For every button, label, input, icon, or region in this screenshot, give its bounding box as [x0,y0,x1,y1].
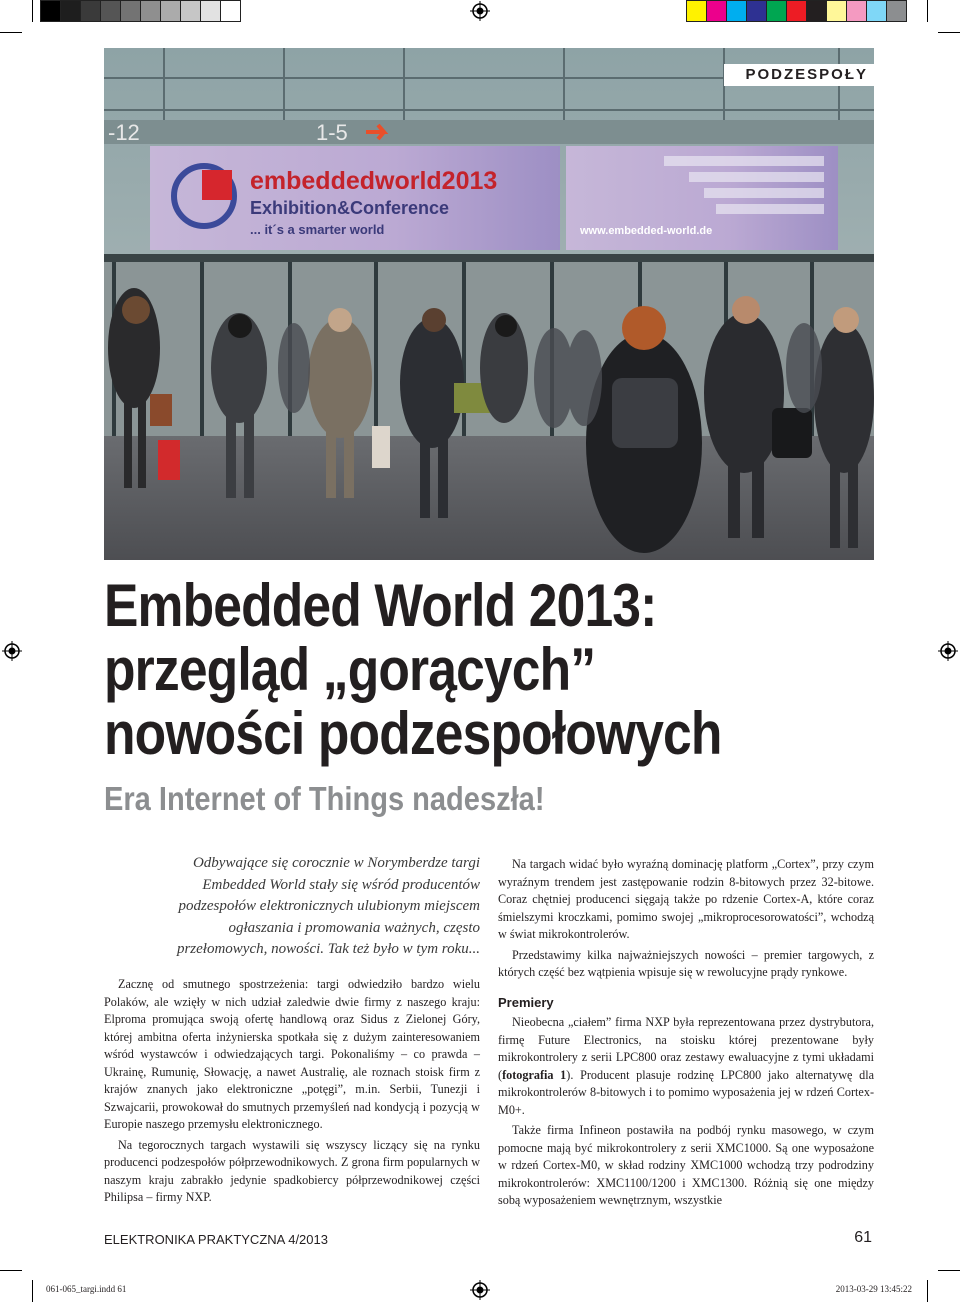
color-swatch [786,0,807,22]
color-swatch [220,0,241,22]
color-swatch [846,0,867,22]
color-swatch [120,0,141,22]
crop-mark [938,32,960,33]
lead-line: Embedded World stały się wśród producentów [202,876,480,893]
banner-url: www.embedded-world.de [580,225,713,237]
color-swatch [766,0,787,22]
color-swatch [806,0,827,22]
article-subtitle: Era Internet of Things nadeszła! [104,780,545,817]
crop-mark [0,32,22,33]
crop-mark [938,1270,960,1271]
color-swatch [180,0,201,22]
crop-mark [927,1280,928,1302]
sign-left-text: -12 [108,120,140,145]
paragraph: Przedstawimy kilka najważniejszych nowości – premier targowych, z których część bez wątpienia wpisuje się w rewolucyjne prądy rynkowe. [498,947,874,979]
color-swatch [40,0,61,22]
banner-subtitle: Exhibition&Conference [250,198,450,218]
trade-fair-photo [104,48,874,560]
page-number: 61 [854,1229,872,1246]
slug-filename: 061-065_targi.indd 61 [46,1284,127,1294]
crop-mark [32,1280,33,1302]
section-label: PODZESPOŁY [724,64,874,86]
lead-line: przełomowych, nowości. Tak też było w tym roku... [176,941,480,958]
color-swatch [60,0,81,22]
sign-right-text: 1-5 [316,120,348,145]
figure-reference: fotografia 1 [502,1067,567,1082]
title-line: nowości podzespołowych [104,700,722,767]
title-line: Embedded World 2013: [104,572,657,639]
color-swatch [80,0,101,22]
color-swatch [706,0,727,22]
color-swatch [886,0,907,22]
registration-mark-icon [938,641,958,661]
section-heading: Premiery [498,994,554,1010]
paragraph: Na tegorocznych targach wystawili się wszyscy liczący się na rynku producenci podzespołów półprzewodnikowych. Z grona firm popularnych w naszym kraju zabrakło jedynie spadkobiercy półprzewodnikowej części Philipsa – firmy NXP. [104,1137,480,1204]
paragraph: Na targach widać było wyraźną dominację platform „Cortex”, przy czym wyraźnym trendem jest zastępowanie rodzin 8-bitowych przez 32-bitowe. Coraz chętniej producenci sięgają także po rdzenie Cortex-A, które coraz śmielszymi kroczkami, pomimo swojej „mikroprocesorowatości”, wchodzą w świat mikrokontrolerów. [498,857,874,941]
crop-mark [0,1270,22,1271]
paragraph: Także firma Infineon postawiła na podbój rynku masowego, w czym pomocne mają być mikrokontrolery z serii XMC1000. Są one wyposażone w rdzeń Cortex-M0, w skład rodziny XMC1000 wchodzą trzy podrodziny mikrokontrolerów: XMC1100/1200 i XMC1300. Różnią się one między sobą wyposażeniem wewnętrznym, wszystkie [498,1123,874,1207]
grayscale-swatch-bar [40,0,240,24]
color-swatch [826,0,847,22]
magazine-footer: ELEKTRONIKA PRAKTYCZNA 4/2013 [104,1232,328,1247]
color-swatch [726,0,747,22]
color-swatch [160,0,181,22]
lead-line: Odbywające się corocznie w Norymberdze targi [192,855,480,871]
banner-brand: embeddedworld2013 [250,167,498,195]
registration-mark-icon [2,641,22,661]
article-lead [104,853,480,961]
paragraph [498,1014,874,1119]
text-run: Nieobecna „ciałem” firma NXP była reprezentowana przez dystrybutora, firmę Future Electronics, na stoisku której prezentowane były mikrokontrolery z serii LPC800 oraz zestawy ewaluacyjne z tymi układami ( [498,1015,874,1082]
color-swatch [100,0,121,22]
text-run: ). Producent plasuje rodzinę LPC800 jako alternatywę dla mikrokontrolerów 8-bitowych i to pomimo wyposażenia jej w rdzeń Cortex-M0+. [498,1067,874,1117]
text-column-left [104,976,480,1210]
color-swatch [746,0,767,22]
color-swatch [866,0,887,22]
lead-line: podzespołów elektronicznych ulubionym miejscem [178,898,480,915]
slug-timestamp: 2013-03-29 13:45:22 [835,1284,912,1294]
text-column-right [498,856,874,1213]
banner-tagline: ... it´s a smarter world [250,222,385,237]
color-swatch-bar [686,0,906,24]
article-title [104,574,775,766]
color-swatch [686,0,707,22]
paragraph: Zacznę od smutnego spostrzeżenia: targi odwiedziło bardzo wielu Polaków, ale wzięły w nich udział zaledwie dwie firmy z naszego kraju: Elproma promująca swoją ofertę handlową oraz Sidus z Zielonej Góry, której ambitna oferta inżynierska spotkała się z dużym zainteresowaniem wśród wystawców i odwiedzających targi. Pokonaliśmy – co prawda – Ukrainę, Rumunię, Słowację, a nawet Australię, ale roznach stoisk firm z krajów znanych jako elektroniczne „potęgi”, m.in. Serbii, Tunezji i Szwajcarii, prowokował do smutnych przemyśleń nad kondycją i pozycją w Europie naszego przemysłu elektronicznego. [104,977,480,1131]
registration-mark-icon [470,1280,490,1300]
crop-mark [927,0,928,22]
crop-mark [32,0,33,22]
color-swatch [200,0,221,22]
title-line: przegląd „gorących” [104,636,596,703]
lead-line: ogłaszania i promowania ważnych, często [228,919,480,936]
color-swatch [140,0,161,22]
registration-mark-icon [470,1,490,21]
